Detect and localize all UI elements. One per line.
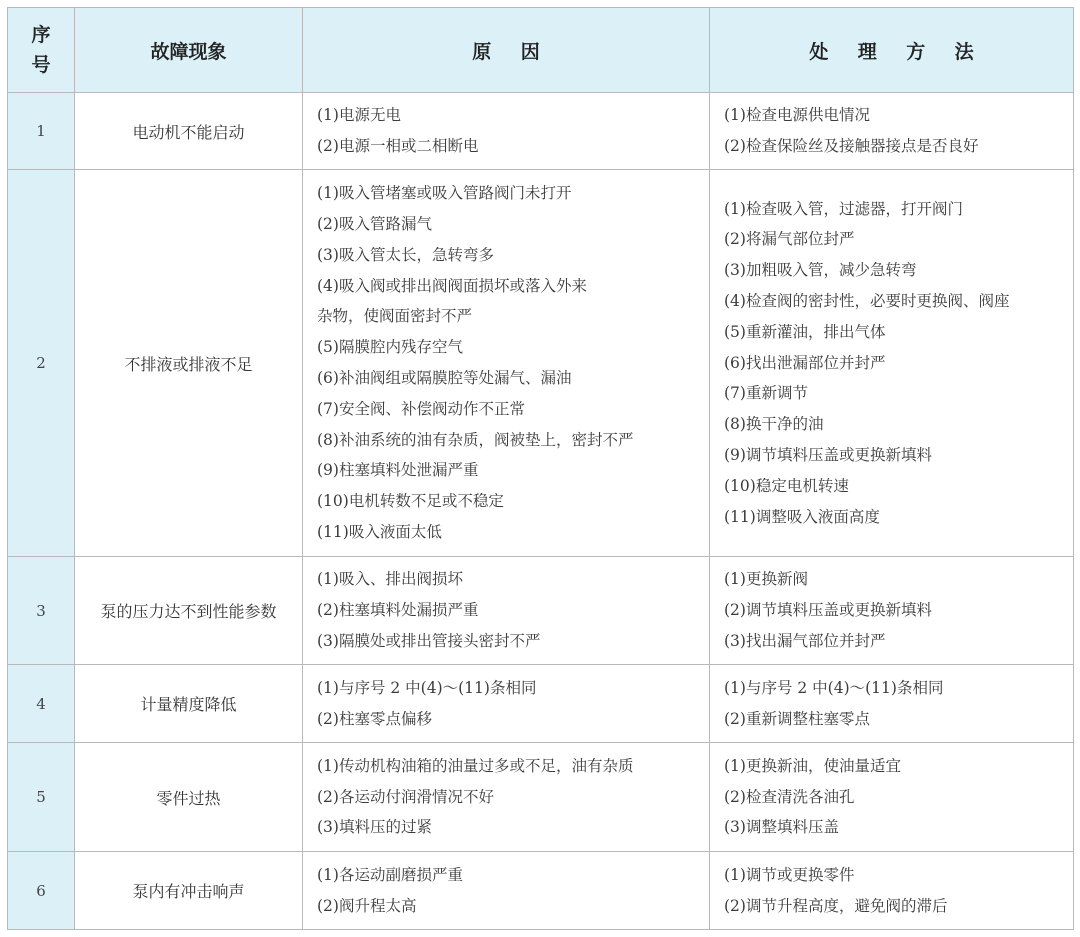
- cause-list: [303, 665, 710, 743]
- fault-symptom: 泵内有冲击响声: [75, 852, 303, 930]
- table-row: [8, 743, 1074, 852]
- cause-item: (6)补油阀组或隔膜腔等处漏气、漏油: [317, 369, 572, 387]
- fix-item: (1)检查吸入管，过滤器，打开阀门: [724, 199, 963, 218]
- cause-item: (2)柱塞填料处漏损严重: [317, 601, 479, 620]
- fix-item: (10)稳定电机转速: [724, 476, 849, 495]
- fix-item: (11)调整吸入液面高度: [724, 507, 880, 526]
- fix-item: (2)将漏气部位封严: [724, 230, 855, 249]
- cause-item: (1)传动机构油箱的油量过多或不足，油有杂质: [317, 756, 634, 775]
- cause-item: (1)吸入管堵塞或吸入管路阀门未打开: [317, 184, 572, 203]
- fix-item: (1)更换新油，使油量适宜: [724, 756, 901, 775]
- fault-symptom: 计量精度降低: [75, 665, 303, 743]
- cause-item: (2)柱塞零点偏移: [317, 709, 432, 728]
- table-row: [8, 170, 1074, 557]
- fix-item: (3)找出漏气部位并封严: [724, 631, 886, 650]
- fix-list: [710, 852, 1074, 930]
- cause-item: (7)安全阀、补偿阀动作不正常: [317, 399, 525, 418]
- fix-list: [710, 557, 1074, 665]
- fix-item: (7)重新调节: [724, 384, 808, 403]
- header-fix: 处 理 方 法: [710, 8, 1074, 93]
- cause-list: [303, 170, 710, 557]
- cause-item: (3)隔膜处或排出管接头密封不严: [317, 631, 541, 650]
- fault-table: [7, 7, 1074, 930]
- cause-item: (2)电源一相或二相断电: [317, 137, 479, 155]
- fix-list: [710, 665, 1074, 743]
- cause-item: (1)与序号 2 中(4)～(11)条相同: [317, 678, 537, 697]
- cause-item: (4)吸入阀或排出阀阀面损坏或落入外来: [317, 276, 587, 295]
- fix-item: (2)重新调整柱塞零点: [724, 709, 870, 728]
- cause-item: 杂物，使阀面密封不严: [317, 307, 473, 326]
- fix-item: (8)换干净的油: [724, 415, 824, 434]
- cause-item: (8)补油系统的油有杂质，阀被垫上，密封不严: [317, 430, 634, 449]
- cause-item: (11)吸入液面太低: [317, 522, 442, 541]
- fault-symptom: 不排液或排液不足: [75, 170, 303, 557]
- fix-item: (9)调节填料压盖或更换新填料: [724, 445, 932, 464]
- row-number: 6: [8, 852, 75, 930]
- fix-item: (5)重新灌油，排出气体: [724, 322, 886, 341]
- row-number: 1: [8, 93, 75, 170]
- cause-item: (5)隔膜腔内残存空气: [317, 338, 463, 357]
- fix-item: (1)调节或更换零件: [724, 865, 855, 884]
- fix-item: (3)加粗吸入管，减少急转弯: [724, 261, 917, 280]
- row-number: 2: [8, 170, 75, 557]
- fix-item: (2)调节填料压盖或更换新填料: [724, 601, 932, 620]
- cause-item: (1)吸入、排出阀损坏: [317, 570, 463, 589]
- fault-symptom: 泵的压力达不到性能参数: [75, 557, 303, 665]
- fix-item: (1)与序号 2 中(4)～(11)条相同: [724, 678, 944, 697]
- cause-item: (10)电机转数不足或不稳定: [317, 492, 504, 511]
- fix-item: (2)检查保险丝及接触器接点是否良好: [724, 137, 979, 155]
- fix-item: (3)调整填料压盖: [724, 818, 839, 837]
- row-number: 3: [8, 557, 75, 665]
- table-row: [8, 852, 1074, 930]
- cause-list: [303, 743, 710, 852]
- fix-list: [710, 170, 1074, 557]
- header-no: [8, 8, 75, 93]
- cause-list: [303, 557, 710, 665]
- cause-list: [303, 93, 710, 170]
- header-cause: 原 因: [303, 8, 710, 93]
- fix-item: (2)检查清洗各油孔: [724, 787, 855, 806]
- cause-item: (2)吸入管路漏气: [317, 215, 432, 234]
- cause-item: (1)各运动副磨损严重: [317, 865, 463, 884]
- cause-item: (9)柱塞填料处泄漏严重: [317, 461, 479, 480]
- header-no-line1: 序: [31, 24, 51, 46]
- table-row: [8, 93, 1074, 170]
- row-number: 5: [8, 743, 75, 852]
- header-fault: 故障现象: [75, 8, 303, 93]
- fix-item: (1)检查电源供电情况: [724, 106, 870, 125]
- cause-item: (3)吸入管太长，急转弯多: [317, 245, 494, 264]
- cause-item: (2)阀升程太高: [317, 896, 417, 915]
- cause-item: (3)填料压的过紧: [317, 818, 432, 837]
- table-row: [8, 665, 1074, 743]
- cause-item: (2)各运动付润滑情况不好: [317, 787, 494, 806]
- cause-item: (1)电源无电: [317, 106, 401, 125]
- header-row: [8, 8, 1074, 93]
- fix-list: [710, 93, 1074, 170]
- fix-item: (4)检查阀的密封性，必要时更换阀、阀座: [724, 292, 1010, 310]
- fix-list: [710, 743, 1074, 852]
- table-row: [8, 557, 1074, 665]
- row-number: 4: [8, 665, 75, 743]
- header-no-line2: 号: [31, 54, 51, 76]
- fault-symptom: 电动机不能启动: [75, 93, 303, 170]
- fix-item: (1)更换新阀: [724, 570, 808, 589]
- cause-list: [303, 852, 710, 930]
- fault-symptom: 零件过热: [75, 743, 303, 852]
- fix-item: (6)找出泄漏部位并封严: [724, 353, 886, 372]
- fix-item: (2)调节升程高度，避免阀的滞后: [724, 896, 948, 915]
